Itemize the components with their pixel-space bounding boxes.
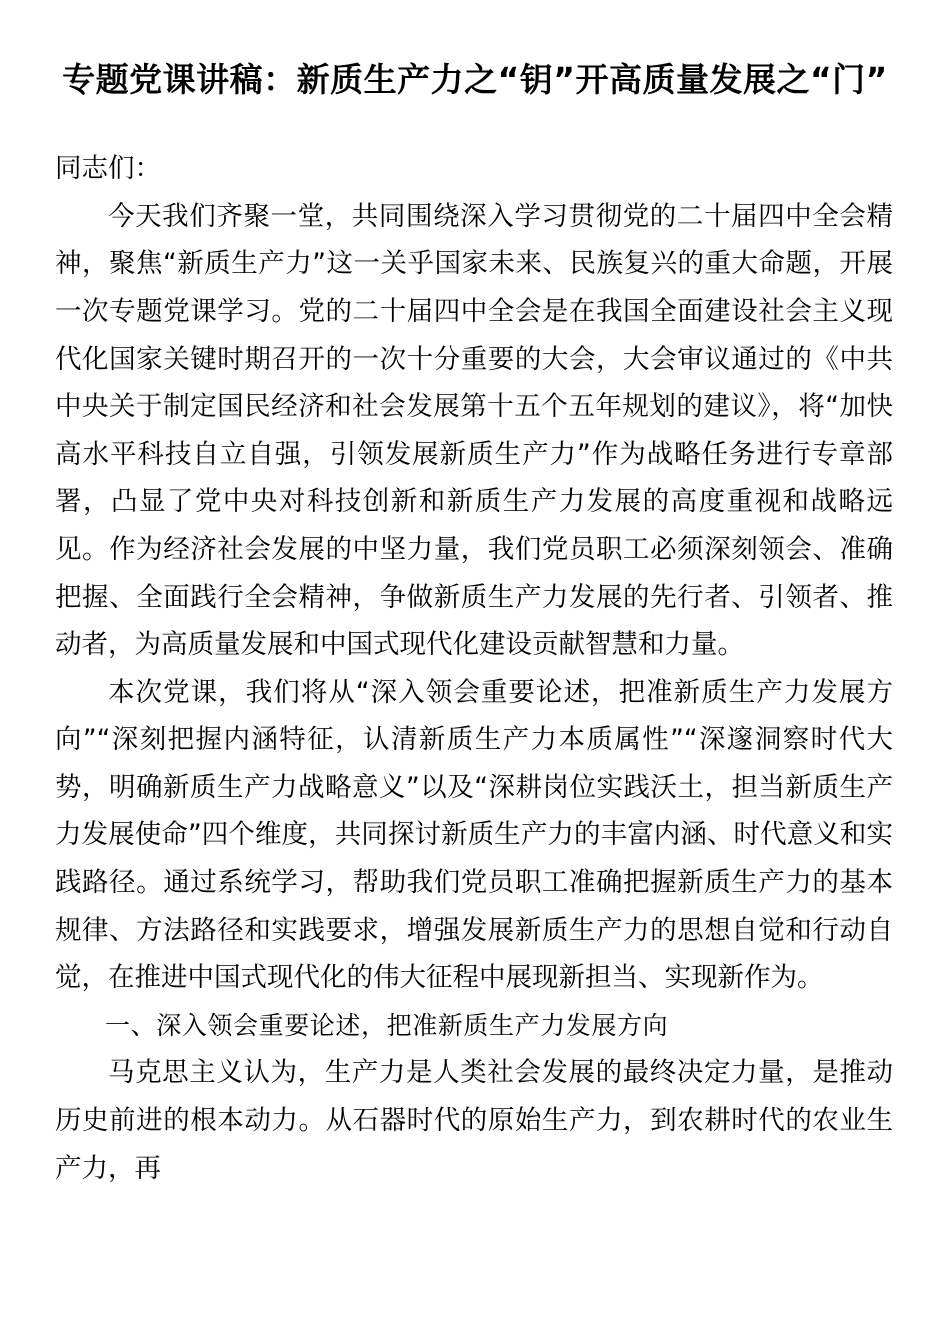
document-body xyxy=(0,145,950,1192)
salutation: 同志们： xyxy=(55,153,161,185)
paragraph-3: 马克思主义认为，生产力是人类社会发展的最终决定力量，是推动历史前进的根本动力。从石器时代的原始生产力，到农耕时代的农业生产力，再 xyxy=(55,1057,893,1184)
paragraph-1: 今天我们齐聚一堂，共同围绕深入学习贯彻党的二十届四中全会精神，聚焦“新质生产力”这一关乎国家未来、民族复兴的重大命题，开展一次专题党课学习。党的二十届四中全会是在我国全面建设社会主义现代化国家关键时期召开的一次十分重要的大会，大会审议通过的《中共中央关于制定国民经济和社会发展第十五个五年规划的建议》，将“加快高水平科技自立自强，引领发展新质生产力”作为战略任务进行专章部署，凸显了党中央对科技创新和新质生产力发展的高度重视和战略远见。作为经济社会发展的中坚力量，我们党员职工必须深刻领会、准确把握、全面践行全会精神，争做新质生产力发展的先行者、引领者、推动者，为高质量发展和中国式现代化建设贡献智慧和力量。 xyxy=(55,200,893,661)
paragraph-2: 本次党课，我们将从“深入领会重要论述，把准新质生产力发展方向”“深刻把握内涵特征，认清新质生产力本质属性”“深邃洞察时代大势，明确新质生产力战略意义”以及“深耕岗位实践沃土，担当新质生产力发展使命”四个维度，共同探讨新质生产力的丰富内涵、时代意义和实践路径。通过系统学习，帮助我们党员职工准确把握新质生产力的基本规律、方法路径和实践要求，增强发展新质生产力的思想自觉和行动自觉，在推进中国式现代化的伟大征程中展现新担当、实现新作为。 xyxy=(55,676,893,994)
section-heading-1: 一、深入领会重要论述，把准新质生产力发展方向 xyxy=(105,1010,669,1040)
page-title: 专题党课讲稿：新质生产力之“钥”开高质量发展之“门” xyxy=(62,60,888,99)
